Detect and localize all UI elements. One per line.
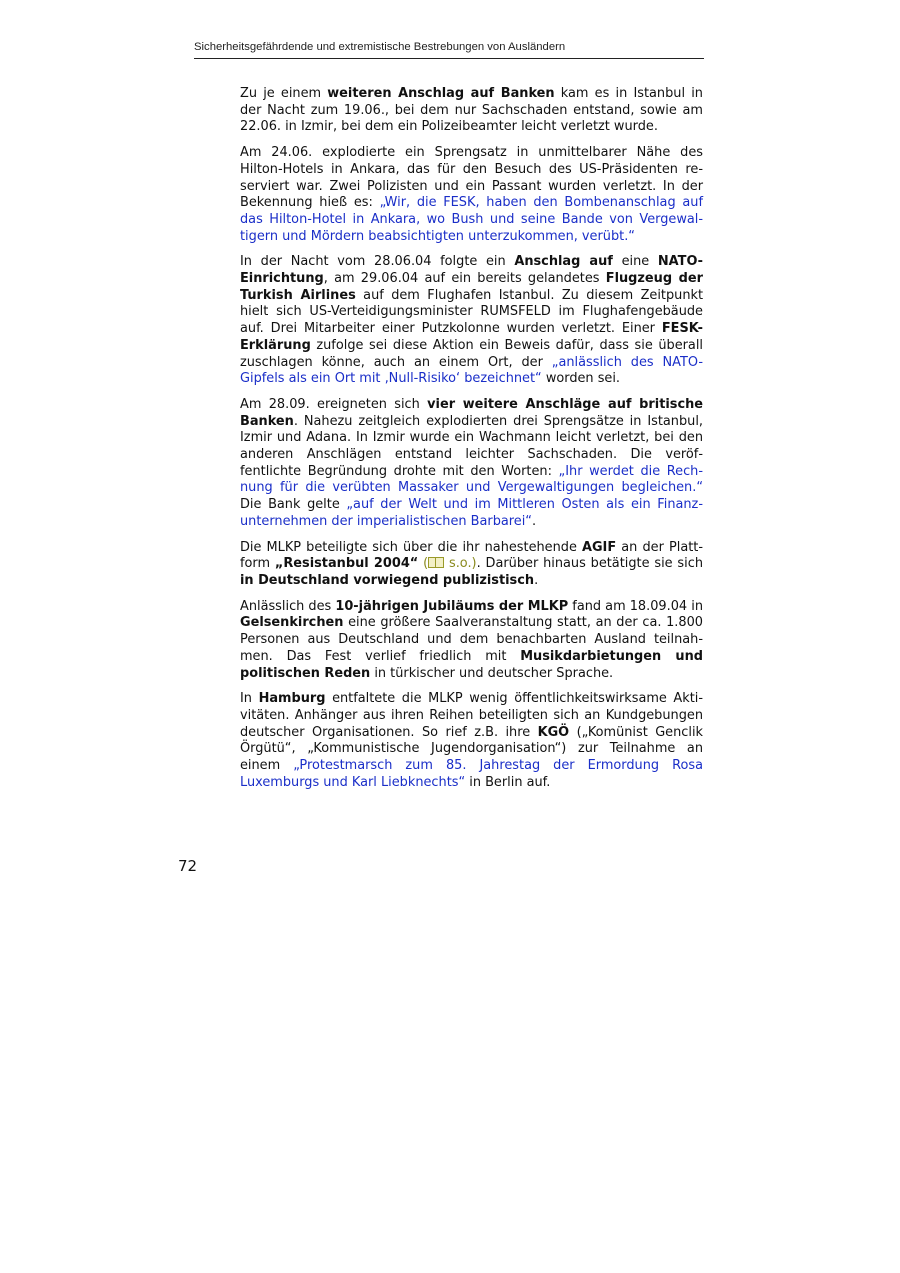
quotation: „auf der Welt und im Mittleren Osten als ein Finanzunternehmen der imperialistischen Barbarei“ xyxy=(240,497,703,529)
running-header: Sicherheitsgefährdende und extremistische Bestrebungen von Ausländern xyxy=(194,41,704,59)
paragraph-4: Am 28.09. ereigneten sich vier weitere Anschläge auf britische Banken. Nahezu zeitgleich explodierten drei Sprengsätze in Istanbul, Izmir und Adana. In Izmir wurde ein Wachmann leicht verletzt, bei den anderen Anschlägen entstand leichter Sachschaden. Die veröffentlichte Begründung drohte mit den Worten: „Ihr werdet die Rechnung für die verübten Massaker und Vergewaltigungen begleichen.“ Die Bank gelte „auf der Welt und im Mittleren Osten als ein Finanzunternehmen der imperialistischen Barbarei“. xyxy=(240,396,704,529)
cross-reference-link[interactable]: ( s.o.) xyxy=(418,556,477,572)
paragraph-2: Am 24.06. explodierte ein Sprengsatz in unmittelbarer Nähe des Hilton-Hotels in Ankara, das für den Besuch des US-Präsidenten reserviert war. Zwei Polizisten und ein Passant wurden verletzt. In der Bekennung hieß es: „Wir, die FESK, haben den Bombenanschlag auf das Hilton-Hotel in Ankara, wo Bush und seine Bande von Vergewaltigern und Mördern beabsichtigten unterzukommen, verübt.“ xyxy=(240,145,703,244)
paragraph-3: In der Nacht vom 28.06.04 folgte ein Anschlag auf eine NATO-Einrichtung, am 29.06.04 auf ein bereits gelandetes Flugzeug der Turkish Airlines auf dem Flughafen Istanbul. Zu diesem Zeitpunkt hielt sich US-Verteidigungsminister RUMSFELD im Flughafengebäude auf. Drei Mitarbeiter einer Putzkolonne wurden verletzt. Einer FESK-Erklärung zufolge sei diese Aktion ein Beweis dafür, dass sie überall zuschlagen könne, auch an einem Ort, der „anlässlich des NATO-Gipfels als ein Ort mit ‚Null-Risiko‘ bezeichnet“ worden sei. xyxy=(240,254,704,387)
book-icon xyxy=(428,557,444,568)
emphasis: „Resistanbul 2004“ xyxy=(274,556,419,572)
emphasis: KGÖ xyxy=(537,724,570,740)
emphasis: in Deutschland vorwiegend publizistisch xyxy=(240,572,535,588)
quotation: „Wir, die FESK, haben den Bombenanschlag auf das Hilton-Hotel in Ankara, wo Bush und seine Bande von Vergewaltigern und Mördern beabsichtigten unterzukommen, verübt.“ xyxy=(240,195,703,244)
paragraph-1: Zu je einem weiteren Anschlag auf Banken kam es in Istanbul in der Nacht zum 19.06., bei dem nur Sachschaden entstand, sowie am 22.06. in Izmir, bei dem ein Polizeibeamter leicht verletzt wurde. xyxy=(240,86,703,135)
quotation: „Protestmarsch zum 85. Jahrestag der Ermordung Rosa Luxemburgs und Karl Liebknechts“ xyxy=(240,758,703,790)
quotation: „anlässlich des NATO-Gipfels als ein Ort mit ‚Null-Risiko‘ bezeichnet“ xyxy=(240,354,703,387)
emphasis: AGIF xyxy=(582,539,617,555)
paragraph-6: Anlässlich des 10-jährigen Jubiläums der MLKP fand am 18.09.04 in Gelsenkirchen eine größere Saalveranstaltung statt, an der ca. 1.800 Personen aus Deutschland und dem benachbarten Ausland teilnahmen. Das Fest verlief friedlich mit Musikdarbietungen und politischen Reden in türkischer und deutscher Sprache. xyxy=(240,598,703,681)
quotation: „Ihr werdet die Rechnung für die verübten Massaker und Vergewaltigungen begleichen.“ xyxy=(240,463,703,496)
paragraph-7: In Hamburg entfaltete die MLKP wenig öffentlichkeitswirksame Aktivitäten. Anhänger aus ihren Reihen beteiligten sich an Kundgebungen deutscher Organisationen. So rief z.B. ihre KGÖ („Komünist Genclik Örgütü“, „Kommunistische Jugendorganisation“) zur Teilnahme an einem „Protestmarsch zum 85. Jahrestag der Ermordung Rosa Luxemburgs und Karl Liebknechts“ in Berlin auf. xyxy=(240,691,703,790)
emphasis: Anschlag auf xyxy=(514,254,613,270)
emphasis: Hamburg xyxy=(258,691,326,707)
emphasis: NATO-Einrichtung xyxy=(240,254,703,287)
emphasis: vier weitere Anschläge auf britische Banken xyxy=(240,396,704,429)
page-number: 72 xyxy=(178,857,198,875)
emphasis: FESK-Erklärung xyxy=(240,321,703,353)
paragraph-5: Die MLKP beteiligte sich über die ihr nahestehende AGIF an der Plattform „Resistanbul 2004“ ( s.o.). Darüber hinaus betätigte sie sich in Deutschland vorwiegend publizistisch. xyxy=(240,539,703,588)
emphasis: Flugzeug der Turkish Airlines xyxy=(240,271,704,303)
emphasis: weiteren Anschlag auf Banken xyxy=(327,86,555,101)
emphasis: 10-jährigen Jubiläums der MLKP xyxy=(335,598,569,614)
emphasis: Gelsenkirchen xyxy=(240,615,344,631)
body-text xyxy=(240,86,703,800)
emphasis: Musikdarbietungen und politischen Reden xyxy=(240,648,703,681)
